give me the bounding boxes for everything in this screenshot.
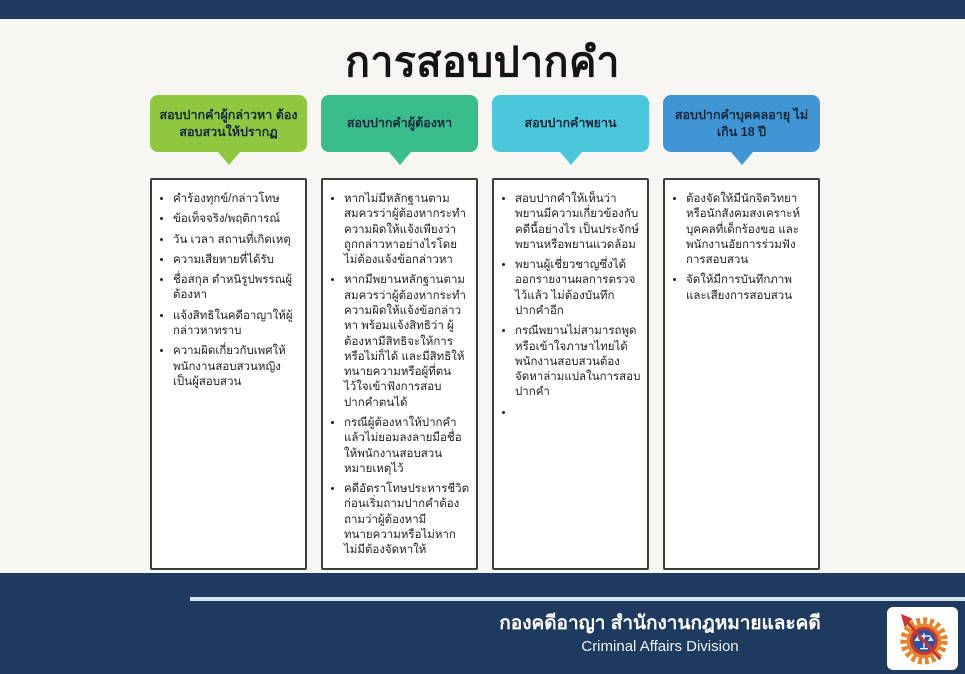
column-card — [663, 178, 820, 570]
footer-text — [450, 611, 870, 656]
top-navy-bar — [0, 0, 965, 19]
bubble-tail-icon — [389, 152, 411, 165]
bullet-item: • ชื่อสกุล ตำหนิรูปพรรณผู้ต้องหา — [173, 273, 299, 304]
column-header-bubble: สอบปากคำพยาน — [492, 95, 649, 152]
police-legal-affairs-emblem-icon — [894, 612, 952, 666]
footer-divider — [190, 597, 965, 601]
bullet-item: • สอบปากคำให้เห็นว่า พยานมีความเกี่ยวข้องกับคดีนี้อย่างไร เป็นประจักษ์พยานหรือพยานแวดล้อม — [515, 192, 641, 253]
bullet-item: • แจ้งสิทธิในคดีอาญาให้ผู้กล่าวหาทราบ — [173, 309, 299, 340]
column-header-bubble: สอบปากคำบุคคลอายุ ไม่เกิน 18 ปี — [663, 95, 820, 152]
column-accuser — [150, 95, 307, 570]
bullet-item: • ความเสียหายที่ได้รับ — [173, 253, 299, 268]
bullet-item: • ข้อเท็จจริง/พฤติการณ์ — [173, 212, 299, 227]
column-suspect — [321, 95, 478, 570]
bubble-tail-icon — [731, 152, 753, 165]
column-header-bubble: สอบปากคำผู้ต้องหา — [321, 95, 478, 152]
bullet-item: • จัดให้มีการบันทึกภาพและเสียงการสอบสวน — [686, 273, 812, 304]
page-title: การสอบปากคำ — [345, 39, 620, 85]
bullet-list — [327, 192, 470, 558]
column-card — [492, 178, 649, 570]
bullet-item: • พยานผู้เชี่ยวชาญซึ่งได้ออกรายงานผลการตรวจไว้แล้ว ไม่ต้องบันทึกปากคำอีก — [515, 258, 641, 319]
bullet-item: • คดีอัตราโทษประหารชีวิต ก่อนเริ่มถามปากคำต้องถามว่าผู้ต้องหามีทนายความหรือไม่หากไม่มีต้องจัดหาให้ — [344, 482, 470, 558]
bubble-tail-icon — [560, 152, 582, 165]
column-card — [150, 178, 307, 570]
bullet-list — [156, 192, 299, 390]
columns-container — [150, 95, 820, 570]
footer-logo — [887, 607, 958, 670]
column-header-bubble: สอบปากคำผู้กล่าวหา ต้องสอบสวนให้ปรากฏ — [150, 95, 307, 152]
bullet-list — [669, 192, 812, 304]
footer-band — [0, 573, 965, 674]
bullet-item: • กรณีพยานไม่สามารถพูดหรือเข้าใจภาษาไทยได้ พนักงานสอบสวนต้องจัดหาล่ามแปลในการสอบปากคำ — [515, 324, 641, 400]
bullet-item: • หากมีพยานหลักฐานตามสมควรว่าผู้ต้องหากระทำความผิดให้แจ้งข้อกล่าวหา พร้อมแจ้งสิทธิว่า ผู้ต้องหามีสิทธิจะให้การหรือไม่ก็ได้ และมีสิทธิให้ทนายความหรือผู้ที่ตนไว้ใจเข้าฟังการสอบปากคำตนได้ — [344, 273, 470, 411]
bullet-item: • หากไม่มีหลักฐานตามสมควรว่าผู้ต้องหากระทำความผิดให้แจ้งเพียงว่าถูกกล่าวหาอย่างไรโดยไม่ต้องแจ้งข้อกล่าวหา — [344, 192, 470, 268]
column-minor-under-18 — [663, 95, 820, 570]
bullet-item: • ต้องจัดให้มีนักจิตวิทยาหรือนักสังคมสงเคราะห์ บุคคลที่เด็กร้องขอ และพนักงานอัยการร่วมฟังการสอบสวน — [686, 192, 812, 268]
column-witness — [492, 95, 649, 570]
bullet-item: • วัน เวลา สถานที่เกิดเหตุ — [173, 233, 299, 248]
bullet-item: • ความผิดเกี่ยวกับเพศให้พนักงานสอบสวนหญิงเป็นผู้สอบสวน — [173, 344, 299, 390]
bullet-list — [498, 192, 641, 421]
footer-org-thai: กองคดีอาญา สำนักงานกฎหมายและคดี — [499, 613, 821, 634]
footer-org-english: Criminal Affairs Division — [581, 637, 739, 655]
column-card — [321, 178, 478, 570]
bullet-item: • กรณีผู้ต้องหาให้ปากคำแล้วไม่ยอมลงลายมือชื่อ ให้พนักงานสอบสวนหมายเหตุไว้ — [344, 416, 470, 477]
bullet-item: • คำร้องทุกข์/กล่าวโทษ — [173, 192, 299, 207]
bullet-item — [515, 406, 641, 421]
bubble-tail-icon — [218, 152, 240, 165]
